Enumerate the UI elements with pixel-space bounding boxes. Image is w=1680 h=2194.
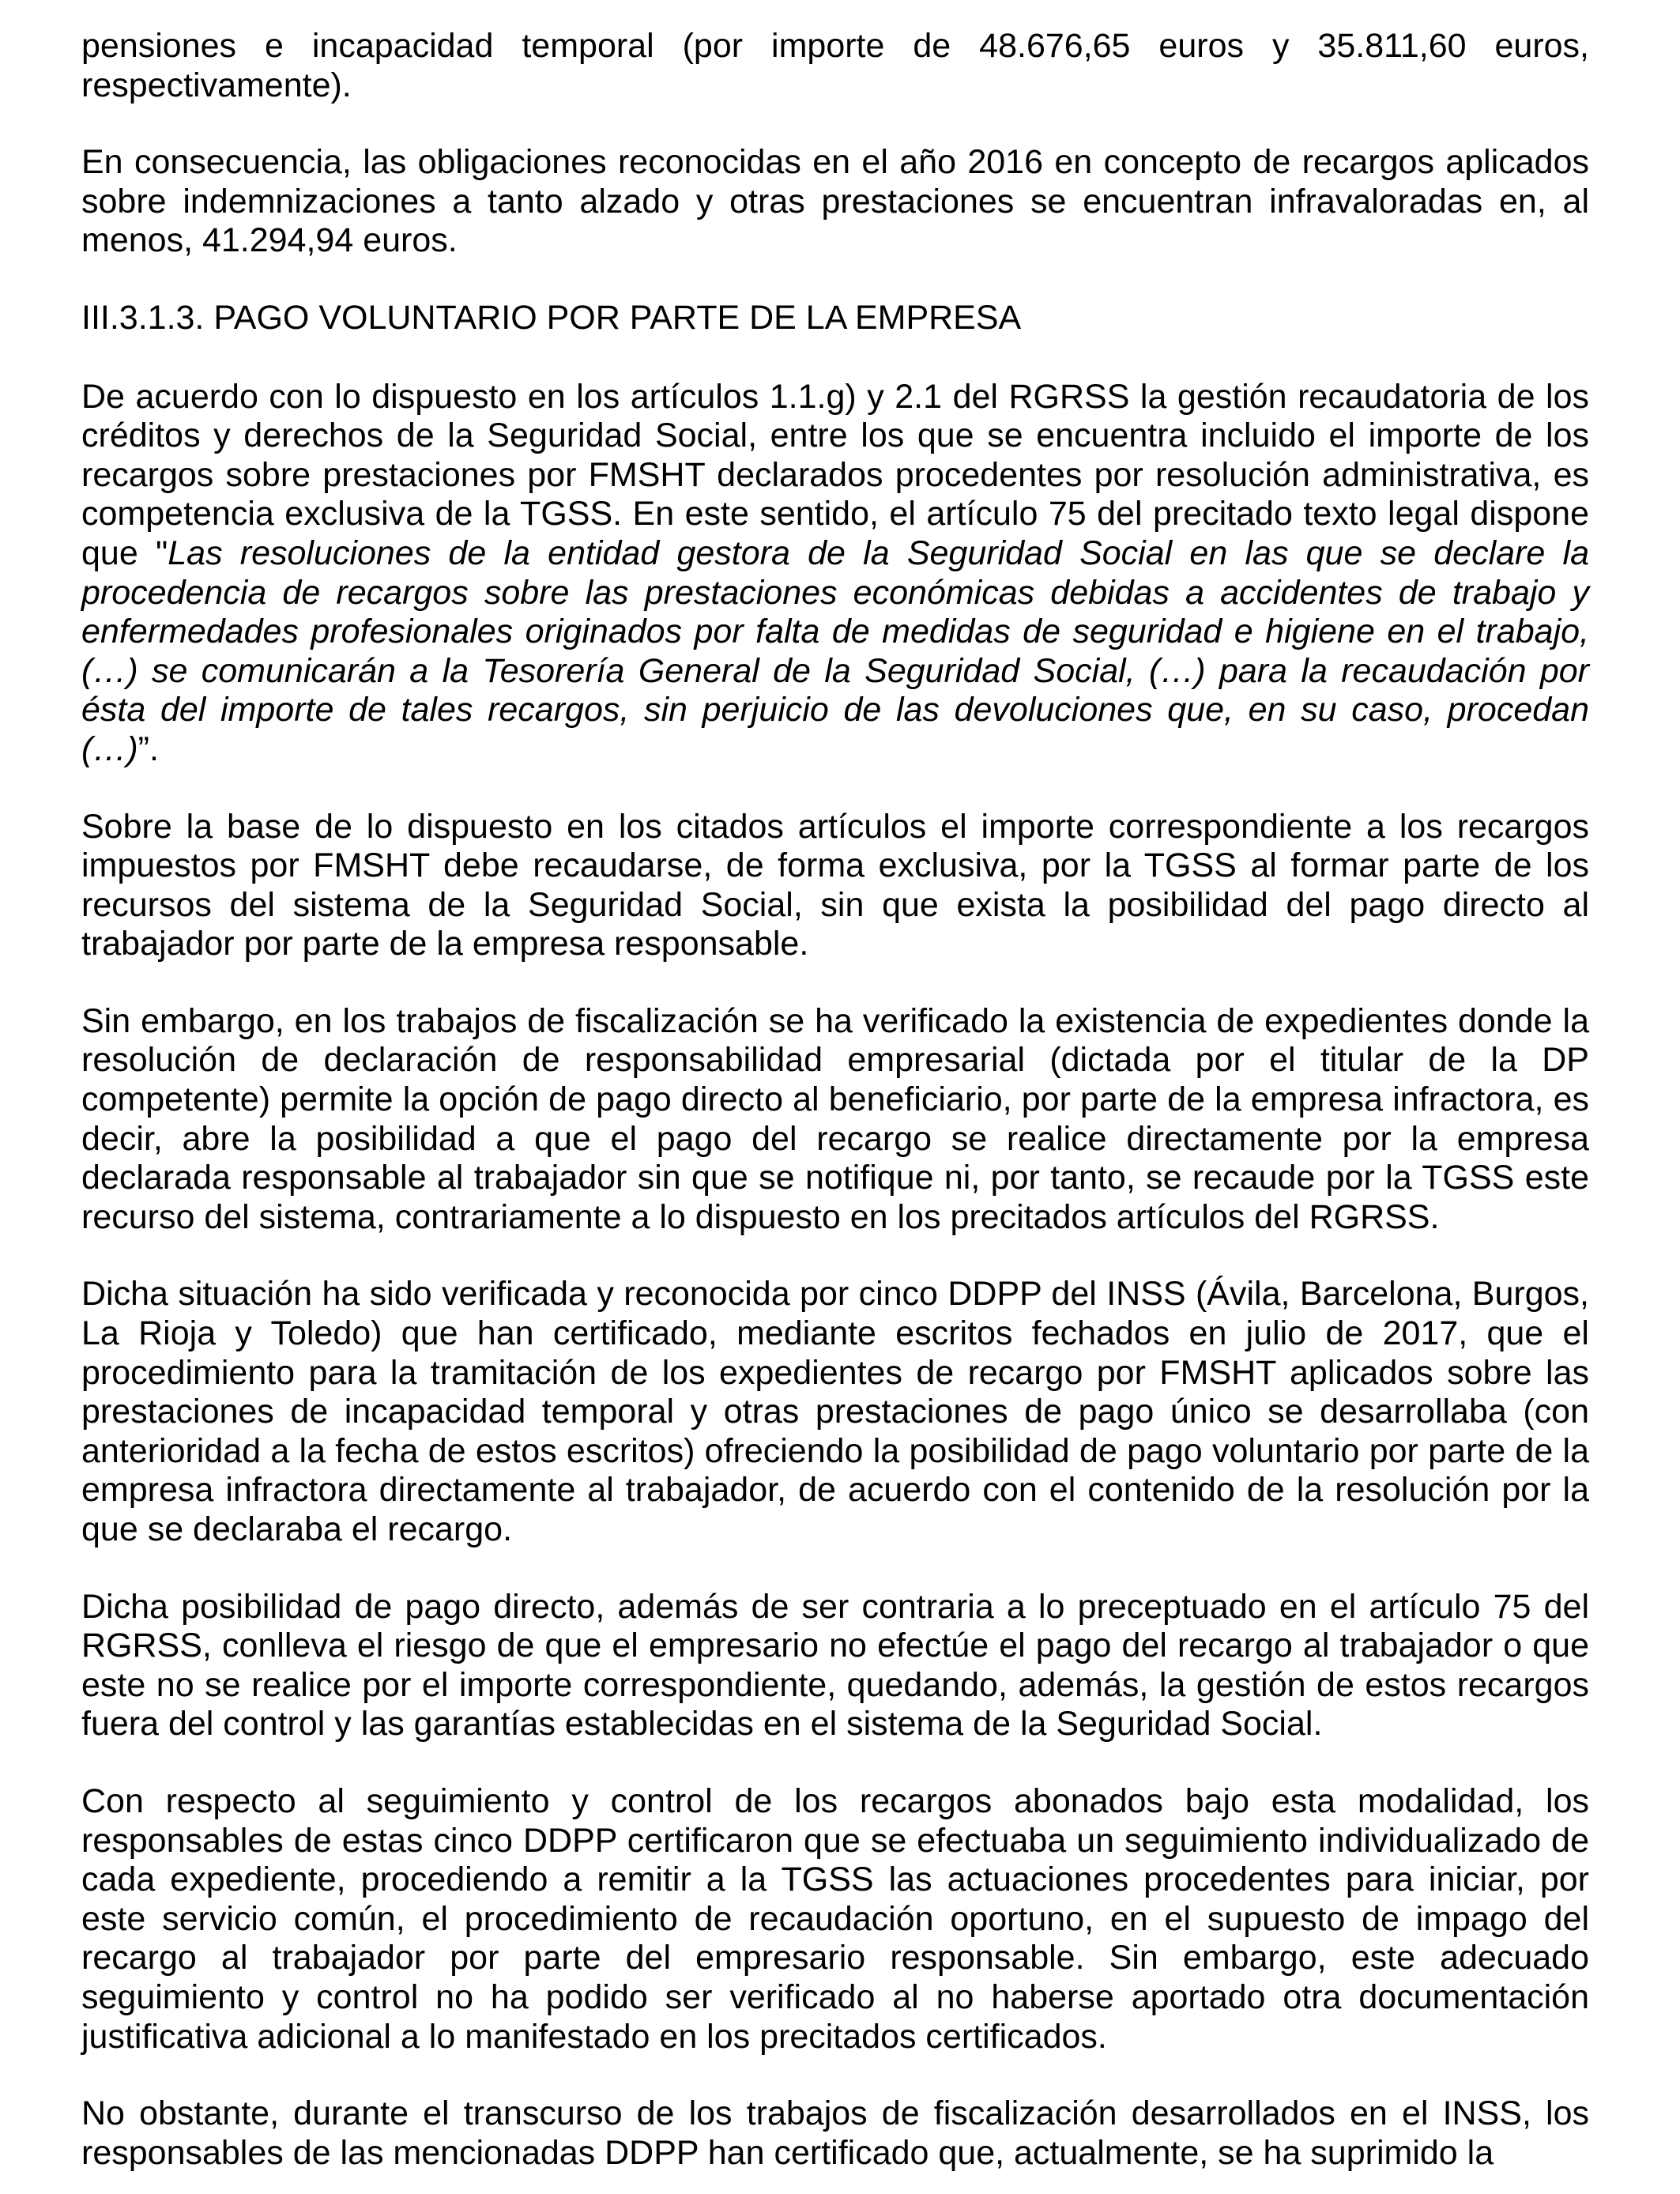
document-page	[81, 27, 1589, 2173]
paragraph-ddpp: Dicha situación ha sido verificada y reconocida por cinco DDPP del INSS (Ávila, Barcelona, Burgos, La Rioja y Toledo) que han certificado, mediante escritos fechados en julio de 2017, que el procedimiento para la tramitación de los expedientes de recargo por FMSHT aplicados sobre las prestaciones de incapacidad temporal y otras prestaciones de pago único se desarrollaba (con anterioridad a la fecha de estos escritos) ofreciendo la posibilidad de pago voluntario por parte de la empresa infractora directamente al trabajador, de acuerdo con el contenido de la resolución por la que se declaraba el recargo.	[81, 1275, 1589, 1548]
paragraph-recaudacion: Sobre la base de lo dispuesto en los citados artículos el importe correspondiente a los recargos impuestos por FMSHT debe recaudarse, de forma exclusiva, por la TGSS al formar parte de los recursos del sistema de la Seguridad Social, sin que exista la posibilidad del pago directo al trabajador por parte de la empresa responsable.	[81, 807, 1589, 963]
paragraph-pensiones: pensiones e incapacidad temporal (por importe de 48.676,65 euros y 35.811,60 euros, respectivamente).	[81, 27, 1589, 104]
paragraph-obligaciones: En consecuencia, las obligaciones reconocidas en el año 2016 en concepto de recargos aplicados sobre indemnizaciones a tanto alzado y otras prestaciones se encuentran infravaloradas en, al menos, 41.294,94 euros.	[81, 143, 1589, 260]
paragraph-fiscalizacion: Sin embargo, en los trabajos de fiscalización se ha verificado la existencia de expedientes donde la resolución de declaración de responsabilidad empresarial (dictada por el titular de la DP competente) permite la opción de pago directo al beneficiario, por parte de la empresa infractora, es decir, abre la posibilidad a que el pago del recargo se realice directamente por la empresa declarada responsable al trabajador sin que se notifique ni, por tanto, se recaude por la TGSS este recurso del sistema, contrariamente a lo dispuesto en los precitados artículos del RGRSS.	[81, 1001, 1589, 1236]
paragraph-no-obstante: No obstante, durante el transcurso de los trabajos de fiscalización desarrollados en el INSS, los responsables de las mencionadas DDPP han certificado que, actualmente, se ha suprimido la	[81, 2094, 1589, 2172]
section-heading: III.3.1.3. PAGO VOLUNTARIO POR PARTE DE LA EMPRESA	[81, 298, 1022, 337]
legal-quote: Las resoluciones de la entidad gestora de la Seguridad Social en las que se declare la procedencia de recargos sobre las prestaciones económicas debidas a accidentes de trabajo y enfermedades profesionales originados por falta de medidas de seguridad e higiene en el trabajo,(…) se comunicarán a la Tesorería General de la Seguridad Social, (…) para la recaudación por ésta del importe de tales recargos, sin perjuicio de las devoluciones que, en su caso, procedan (…)	[81, 533, 1589, 768]
paragraph-riesgo: Dicha posibilidad de pago directo, además de ser contraria a lo preceptuado en el artículo 75 del RGRSS, conlleva el riesgo de que el empresario no efectúe el pago del recargo al trabajador o que este no se realice por el importe correspondiente, quedando, además, la gestión de estos recargos fuera del control y las garantías establecidas en el sistema de la Seguridad Social.	[81, 1587, 1589, 1744]
paragraph-rgrss	[81, 378, 1589, 770]
paragraph-rgrss-intro: De acuerdo con lo dispuesto en los artículos 1.1.g) y 2.1 del RGRSS la gestión recaudatoria de los créditos y derechos de la Seguridad Social, entre los que se encuentra incluido el importe de los recargos sobre prestaciones por FMSHT declarados procedentes por resolución administrativa, es competencia exclusiva de la TGSS. En este sentido, el artículo 75 del precitado texto legal dispone que "	[81, 377, 1589, 572]
quote-close: ”.	[137, 729, 159, 768]
paragraph-seguimiento: Con respecto al seguimiento y control de los recargos abonados bajo esta modalidad, los responsables de estas cinco DDPP certificaron que se efectuaba un seguimiento individualizado de cada expediente, procediendo a remitir a la TGSS las actuaciones procedentes para iniciar, por este servicio común, el procedimiento de recaudación oportuno, en el supuesto de impago del recargo al trabajador por parte del empresario responsable. Sin embargo, este adecuado seguimiento y control no ha podido ser verificado al no haberse aportado otra documentación justificativa adicional a lo manifestado en los precitados certificados.	[81, 1781, 1589, 2056]
